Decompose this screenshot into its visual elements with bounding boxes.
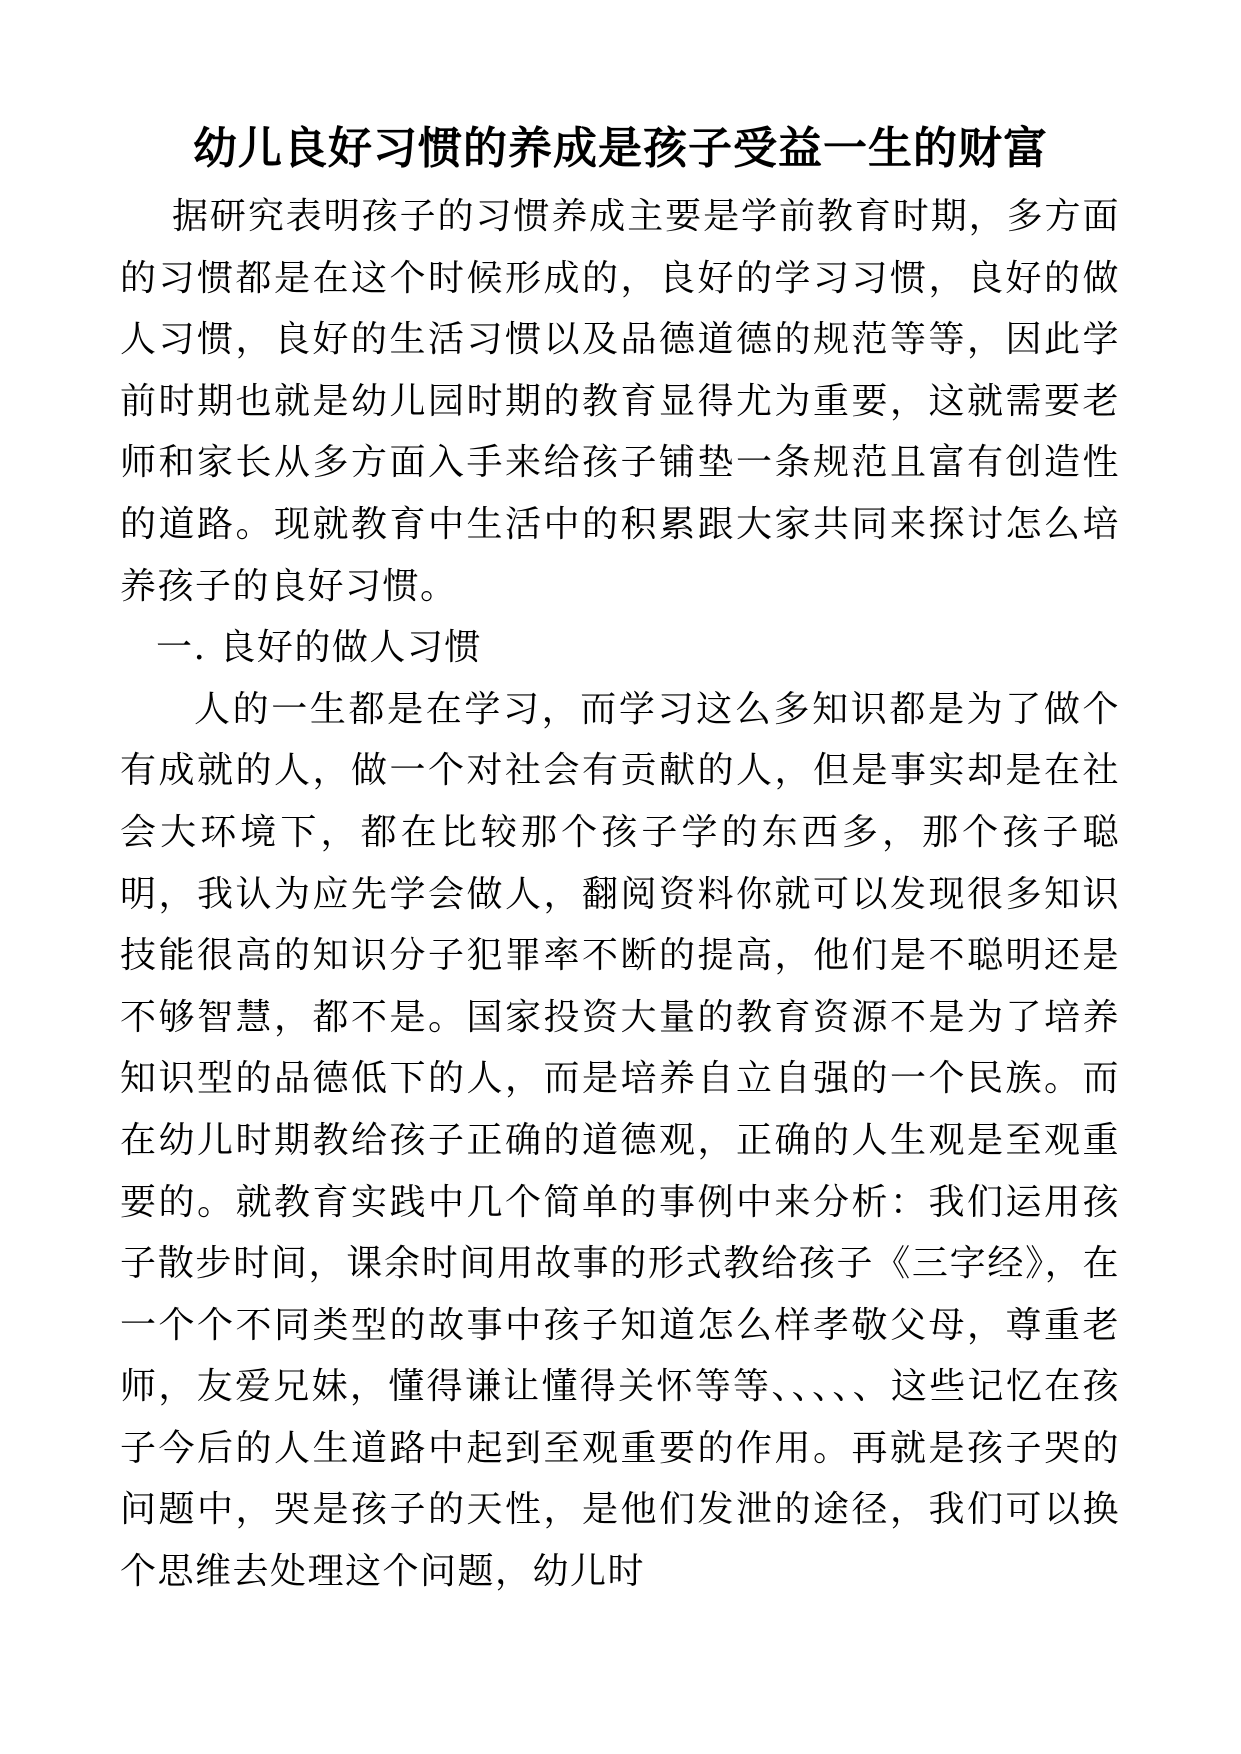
document-title: 幼儿良好习惯的养成是孩子受益一生的财富 [193, 123, 1048, 174]
section-1-paragraph: 人的一生都是在学习，而学习这么多知识都是为了做个有成就的人，做一个对社会有贡献的人，但是事实却是在社会大环境下，都在比较那个孩子学的东西多，那个孩子聪明，我认为应先学会做人，翻阅资料你就可以发现很多知识技能很高的知识分子犯罪率不断的提高，他们是不聪明还是不够智慧，都不是。国家投资大量的教育资源不是为了培养知识型的品德低下的人，而是培养自立自强的一个民族。而在幼儿时期教给孩子正确的道德观，正确的人生观是至观重要的。就教育实践中几个简单的事例中来分析：我们运用孩子散步时间，课余时间用故事的形式教给孩子《三字经》，在一个个不同类型的故事中孩子知道怎么样孝敬父母，尊重老师，友爱兄妹，懂得谦让懂得关怀等等、、、、、这些记忆在孩子今后的人生道路中起到至观重要的作用。再就是孩子哭的问题中，哭是孩子的天性，是他们发泄的途径，我们可以换个思维去处理这个问题，幼儿时 [120, 688, 1120, 1593]
intro-paragraph: 据研究表明孩子的习惯养成主要是学前教育时期，多方面的习惯都是在这个时候形成的，良好的学习习惯，良好的做人习惯，良好的生活习惯以及品德道德的规范等等，因此学前时期也就是幼儿园时期的教育显得尤为重要，这就需要老师和家长从多方面入手来给孩子铺垫一条规范且富有创造性的道路。现就教育中生活中的积累跟大家共同来探讨怎么培养孩子的良好习惯。 [120, 196, 1120, 607]
section-1-heading: 一. 良好的做人习惯 [156, 627, 482, 669]
document-body [120, 186, 1120, 1603]
